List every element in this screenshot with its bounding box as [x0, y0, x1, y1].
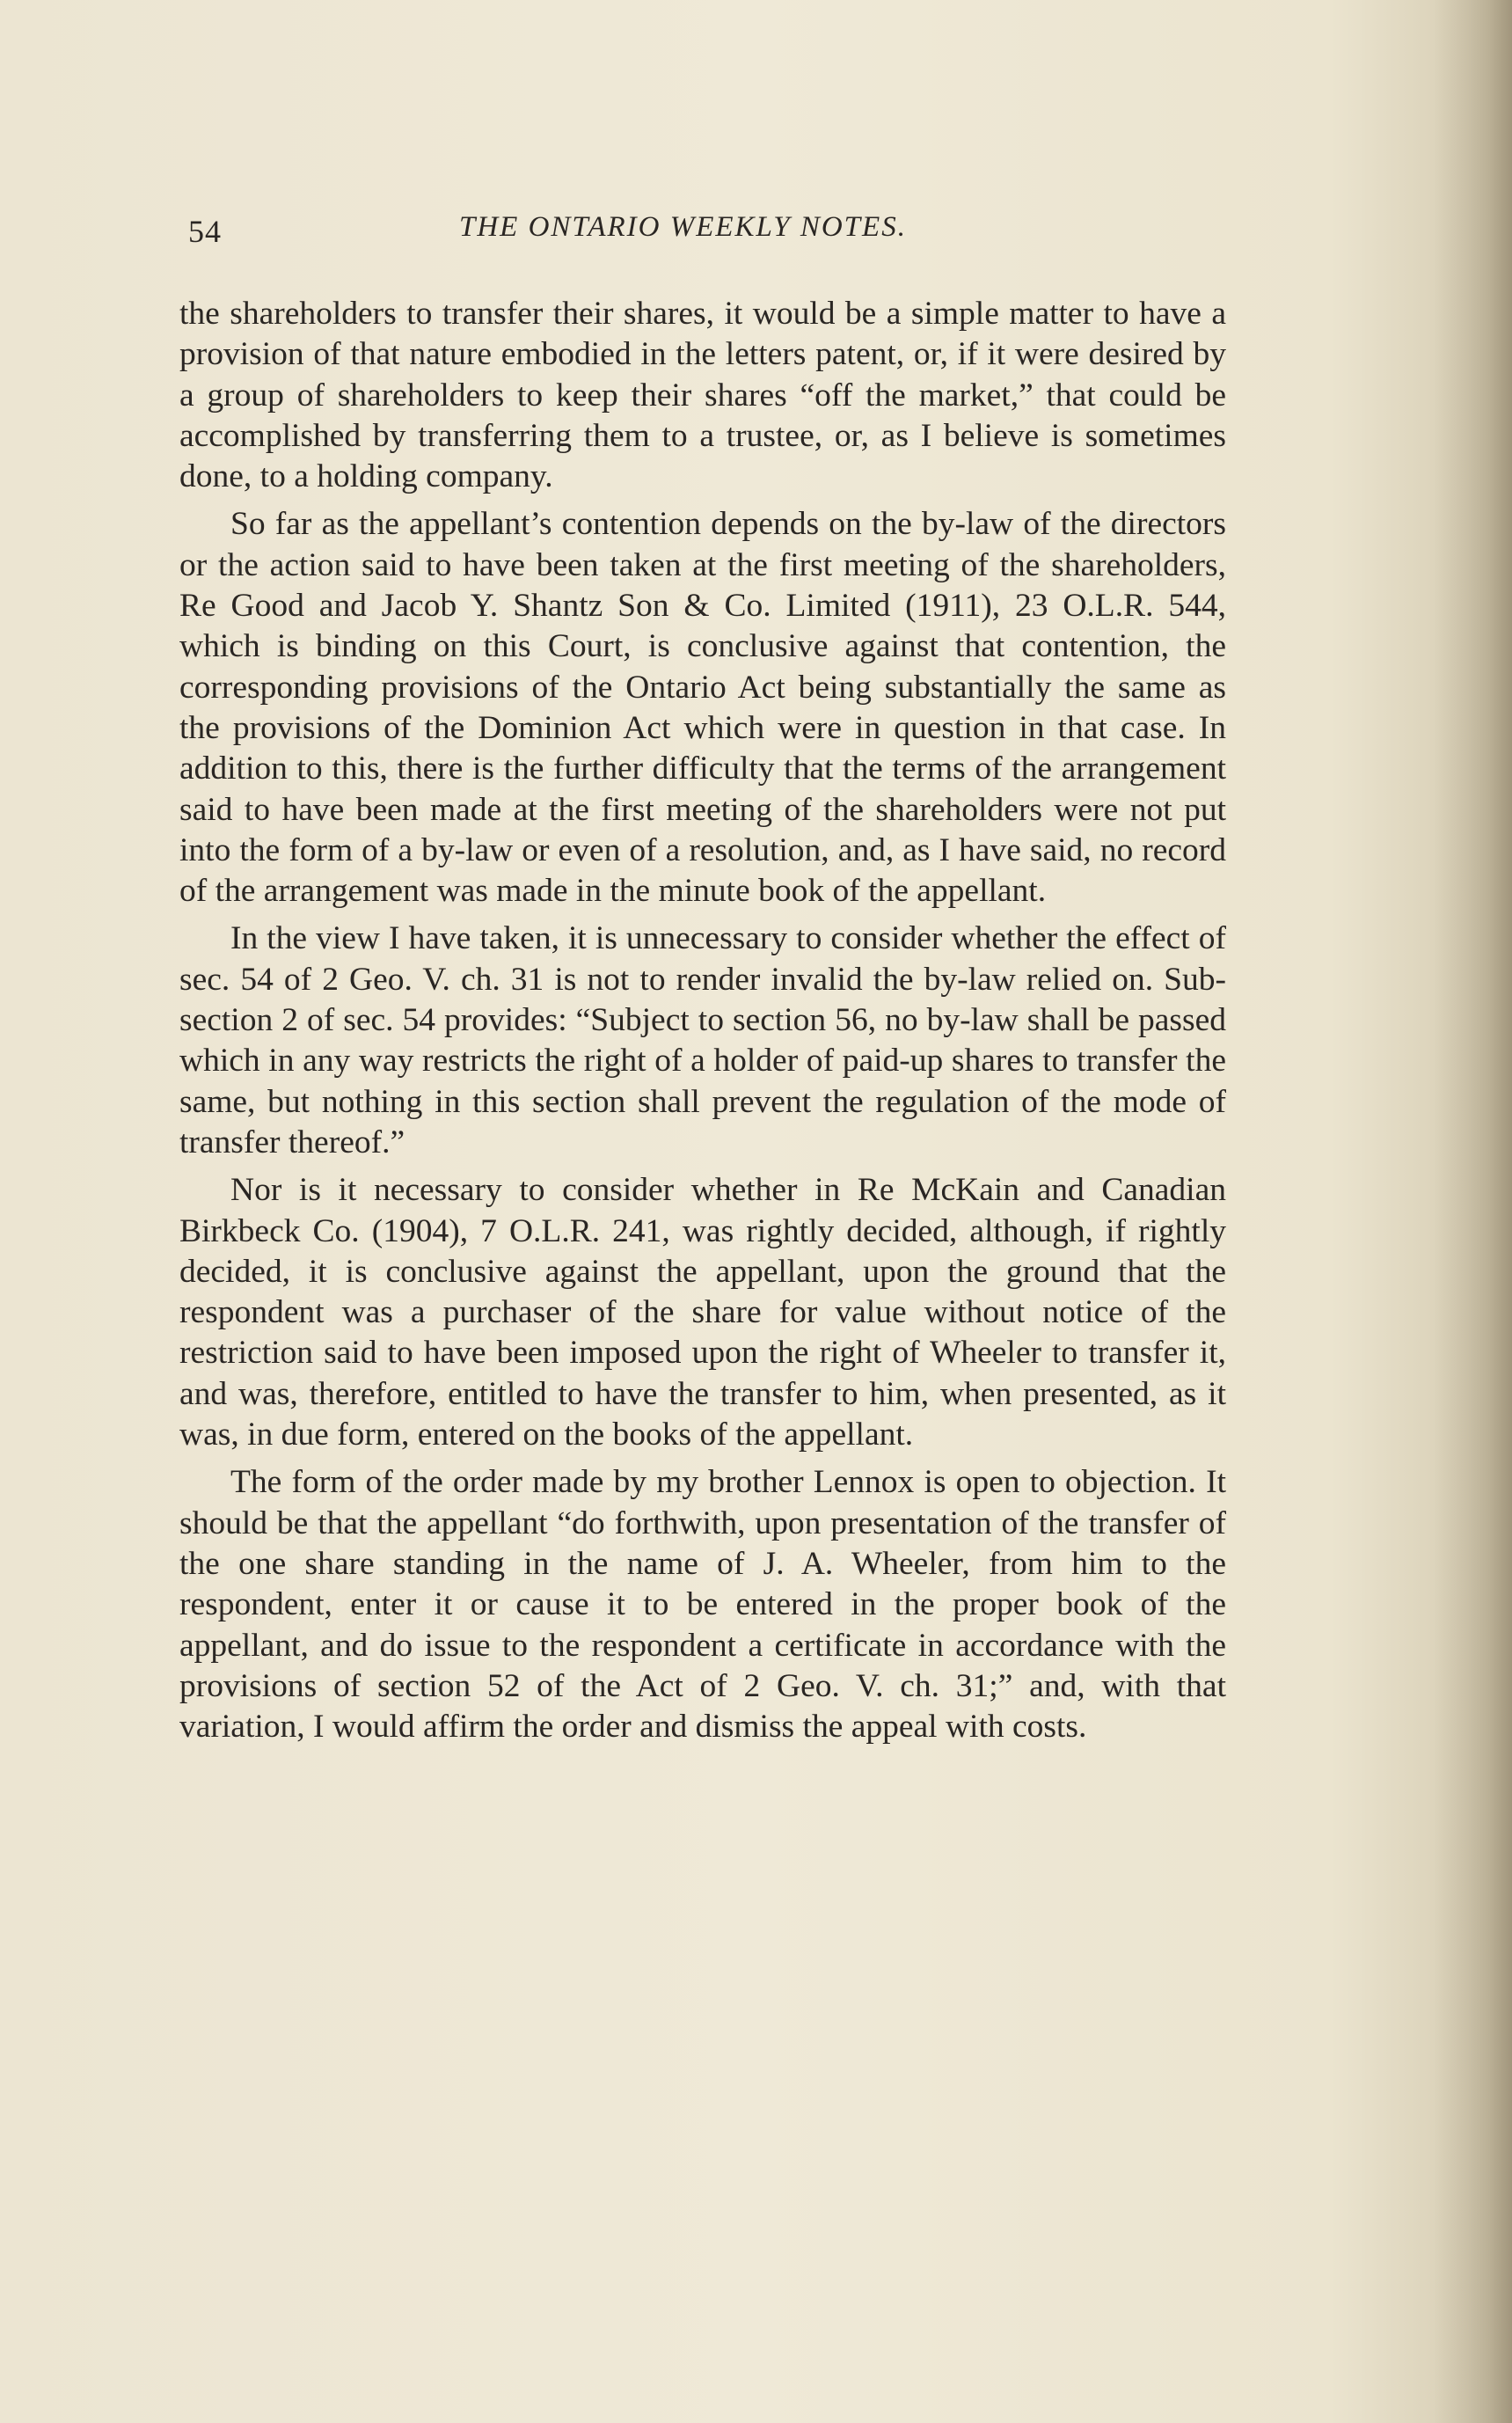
page-number: 54 [188, 214, 222, 249]
paragraph: Nor is it necessary to consider whether in Re McKain and Canadian Birkbeck Co. (1904), 7 O.L.R. 241, was rightly decided, although, if rightly decided, it is conclusive against the appellant, upon the ground that the respondent was a purchaser of the share for value without notice of the restriction said to have been imposed upon the right of Wheeler to transfer it, and was, therefore, entitled to have the transfer to him, when presented, as it was, in due form, entered on the books of the appellant. [179, 1172, 1226, 1453]
paragraph-continued: the shareholders to transfer their shares, it would be a simple matter to have a provision of that nature embodied in the letters patent, or, if it were desired by a group of shareholders to keep their shares “off the market,” that could be accomplished by transferring them to a trustee, or, as I believe is sometimes done, to a holding company. [179, 296, 1226, 495]
paragraph: In the view I have taken, it is unnecessary to consider whether the effect of sec. 54 of 2 Geo. V. ch. 31 is not to render invalid the by-law relied on. Sub-section 2 of sec. 54 provides: “Subject to section 56, no by-law shall be passed which in any way restricts the right of a holder of paid-up shares to transfer the same, but nothing in this section shall prevent the regulation of the mode of transfer thereof.” [179, 920, 1226, 1160]
paragraph: The form of the order made by my brother Lennox is open to objection. It should be that the appellant “do forthwith, upon presentation of the transfer of the one share standing in the name of J. A. Wheeler, from him to the respondent, enter it or cause it to be entered in the proper book of the appellant, and do issue to the respondent a certificate in accordance with the provisions of section 52 of the Act of 2 Geo. V. ch. 31;” and, with that variation, I would affirm the order and dismiss the appeal with costs. [179, 1464, 1226, 1746]
body-text [179, 294, 1226, 1754]
paragraph: So far as the appellant’s contention depends on the by-law of the directors or the action said to have been taken at the first meeting of the shareholders, Re Good and Jacob Y. Shantz Son & Co. Limited (1911), 23 O.L.R. 544, which is binding on this Court, is conclusive against that contention, the corresponding provisions of the Ontario Act being substantially the same as the provisions of the Dominion Act which were in question in that case. In addition to this, there is the further difficulty that the terms of the arrangement said to have been made at the first meeting of the shareholders were not put into the form of a by-law or even of a resolution, and, as I have said, no record of the arrangement was made in the minute book of the appellant. [179, 506, 1226, 910]
page-edge-shadow [1433, 0, 1512, 2423]
page-header [179, 204, 1217, 257]
running-head: THE ONTARIO WEEKLY NOTES. [459, 211, 907, 243]
